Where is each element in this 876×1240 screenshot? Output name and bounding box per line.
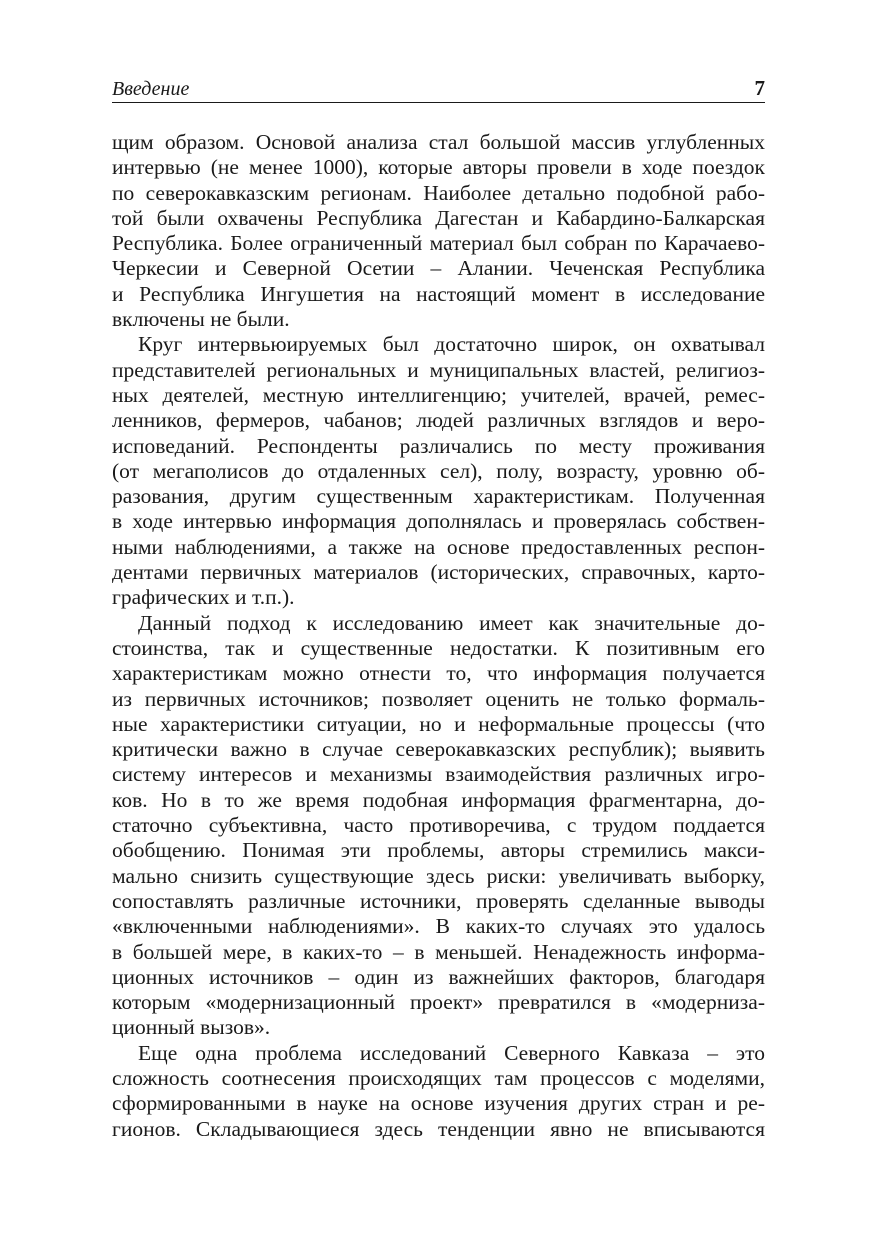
body-text: [112, 130, 765, 1142]
text-line: той были охвачены Республика Дагестан и Кабардино-Балкарская: [112, 205, 765, 230]
running-title: Введение: [112, 78, 190, 100]
text-line: графических и т.п.).: [112, 585, 295, 610]
text-line: интервью (не менее 1000), которые авторы провели в ходе поездок: [112, 155, 765, 180]
text-line: разования, другим существенным характеристикам. Полученная: [112, 484, 765, 509]
paragraph: [112, 130, 765, 332]
text-line: (от мегаполисов до отдаленных сел), полу, возрасту, уровню об-: [112, 458, 765, 483]
text-line: гионов. Складывающиеся здесь тенденции явно не вписываются: [112, 1116, 765, 1141]
text-line: ные характеристики ситуации, но и неформальные процессы (что: [112, 711, 765, 736]
text-line: ными наблюдениями, а также на основе предоставленных респон-: [112, 534, 765, 559]
text-line: «включенными наблюдениями». В каких-то случаях это удалось: [112, 914, 765, 939]
text-line: по северокавказским регионам. Наиболее детально подобной рабо-: [112, 180, 765, 205]
text-line: Данный подход к исследованию имеет как значительные до-: [138, 610, 765, 635]
paragraph: [112, 1041, 765, 1142]
text-line: Республика. Более ограниченный материал был собран по Карачаево-: [112, 231, 765, 256]
text-line: щим образом. Основой анализа стал большой массив углубленных: [112, 130, 765, 154]
text-line: в большей мере, в каких-то – в меньшей. Ненадежность информа-: [112, 939, 765, 964]
text-line: систему интересов и механизмы взаимодействия различных игро-: [112, 762, 765, 787]
text-line: ков. Но в то же время подобная информация фрагментарна, до-: [112, 787, 765, 812]
text-line: в ходе интервью информация дополнялась и проверялась собствен-: [112, 509, 765, 534]
text-line: дентами первичных материалов (исторических, справочных, карто-: [112, 560, 765, 585]
text-line: исповеданий. Респонденты различались по месту проживания: [112, 433, 765, 458]
text-line: ционных источников – один из важнейших факторов, благодаря: [112, 964, 765, 989]
text-line: ных деятелей, местную интеллигенцию; учителей, врачей, ремес-: [112, 382, 765, 407]
running-head: [112, 76, 765, 103]
text-line: ленников, фермеров, чабанов; людей различных взглядов и веро-: [112, 408, 765, 433]
text-line: сложность соотнесения происходящих там процессов с моделями,: [112, 1065, 765, 1090]
text-line: сформированными в науке на основе изучения других стран и ре-: [112, 1091, 765, 1116]
text-line: статочно субъективна, часто противоречива, с трудом поддается: [112, 813, 765, 838]
text-line: включены не были.: [112, 307, 290, 332]
text-line: ционный вызов».: [112, 1015, 271, 1040]
text-line: представителей региональных и муниципальных властей, религиоз-: [112, 357, 765, 382]
text-line: из первичных источников; позволяет оценить не только формаль-: [112, 686, 765, 711]
paragraph: [112, 332, 765, 610]
text-line: критически важно в случае северокавказских республик); выявить: [112, 737, 765, 762]
text-line: характеристикам можно отнести то, что информация получается: [112, 661, 765, 686]
text-line: которым «модернизационный проект» превратился в «модерниза-: [112, 990, 765, 1015]
text-line: стоинства, так и существенные недостатки. К позитивным его: [112, 635, 765, 660]
text-line: Круг интервьюируемых был достаточно широк, он охватывал: [138, 332, 765, 357]
text-line: обобщению. Понимая эти проблемы, авторы стремились макси-: [112, 838, 765, 863]
text-line: мально снизить существующие здесь риски: увеличивать выборку,: [112, 863, 765, 888]
text-line: Черкесии и Северной Осетии – Алании. Чеченская Республика: [112, 256, 765, 281]
page-number: 7: [754, 76, 765, 100]
text-line: сопоставлять различные источники, проверять сделанные выводы: [112, 888, 765, 913]
paragraph: [112, 611, 765, 1041]
text-line: Еще одна проблема исследований Северного Кавказа – это: [138, 1040, 765, 1065]
text-line: и Республика Ингушетия на настоящий момент в исследование: [112, 281, 765, 306]
